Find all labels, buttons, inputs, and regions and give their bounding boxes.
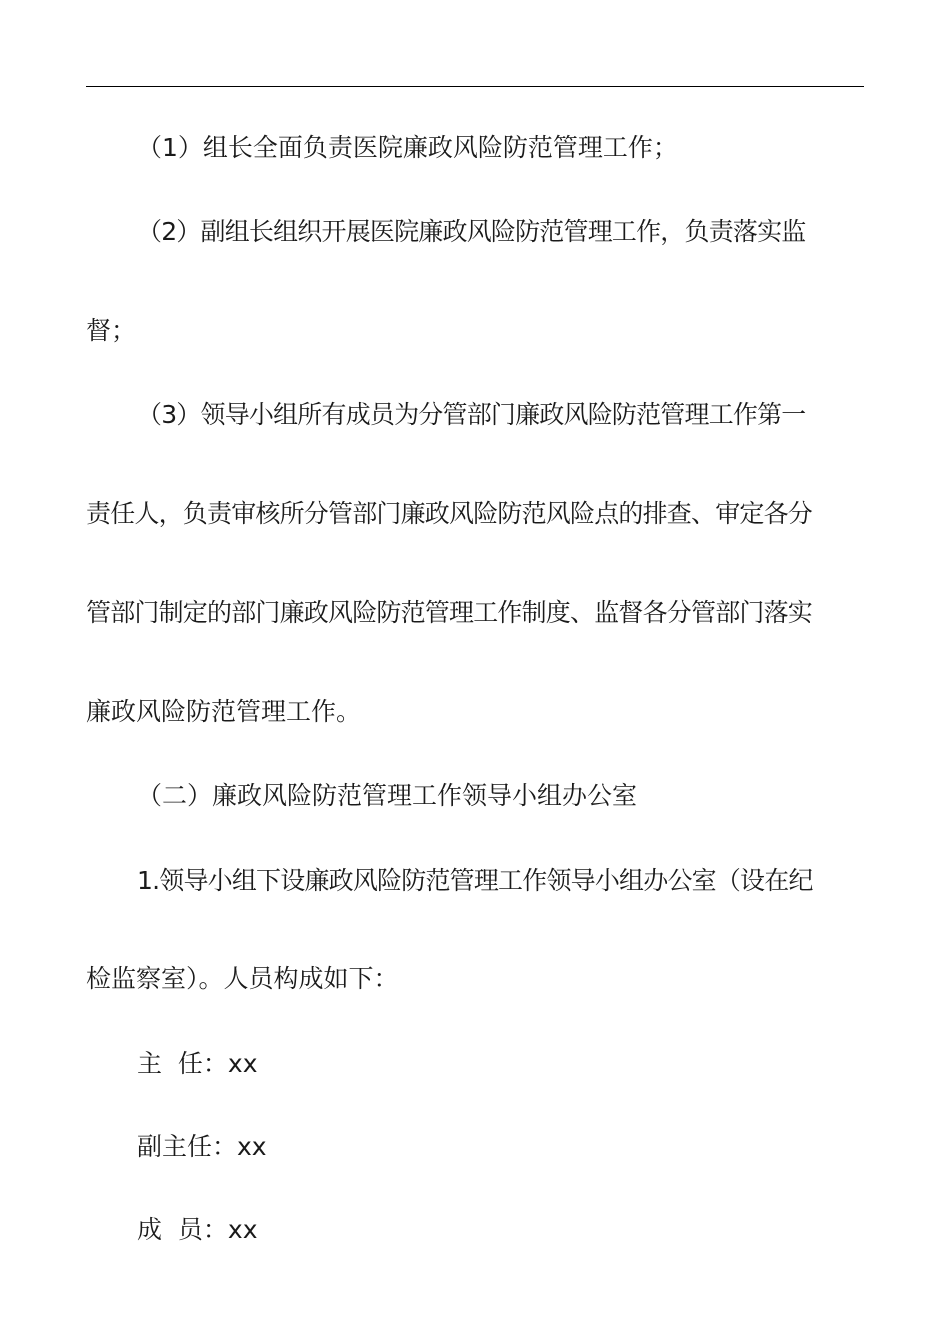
duty-item-1: （1）组长全面负责医院廉政风险防范管理工作； bbox=[137, 133, 678, 162]
office-item-1: 1.领导小组下设廉政风险防范管理工作领导小组办公室（设在纪 bbox=[137, 866, 813, 895]
duty-item-2: （2）副组长组织开展医院廉政风险防范管理工作，负责落实监 bbox=[137, 217, 806, 246]
office-members: 成 员：xx bbox=[137, 1215, 258, 1244]
duty-item-3-cont-2: 管部门制定的部门廉政风险防范管理工作制度、监督各分管部门落实 bbox=[86, 598, 813, 627]
section-heading-office: （二）廉政风险防范管理工作领导小组办公室 bbox=[137, 781, 638, 810]
office-deputy-director: 副主任：xx bbox=[137, 1132, 267, 1161]
office-director: 主 任：xx bbox=[137, 1049, 258, 1078]
office-item-1-cont: 检监察室）。人员构成如下： bbox=[86, 964, 399, 993]
duty-item-2-cont: 督； bbox=[86, 316, 137, 345]
duty-item-3-cont-3: 廉政风险防范管理工作。 bbox=[86, 697, 362, 726]
header-rule bbox=[86, 86, 864, 87]
duty-item-3: （3）领导小组所有成员为分管部门廉政风险防范管理工作第一 bbox=[137, 400, 806, 429]
duty-item-3-cont-1: 责任人，负责审核所分管部门廉政风险防范风险点的排查、审定各分 bbox=[86, 499, 813, 528]
